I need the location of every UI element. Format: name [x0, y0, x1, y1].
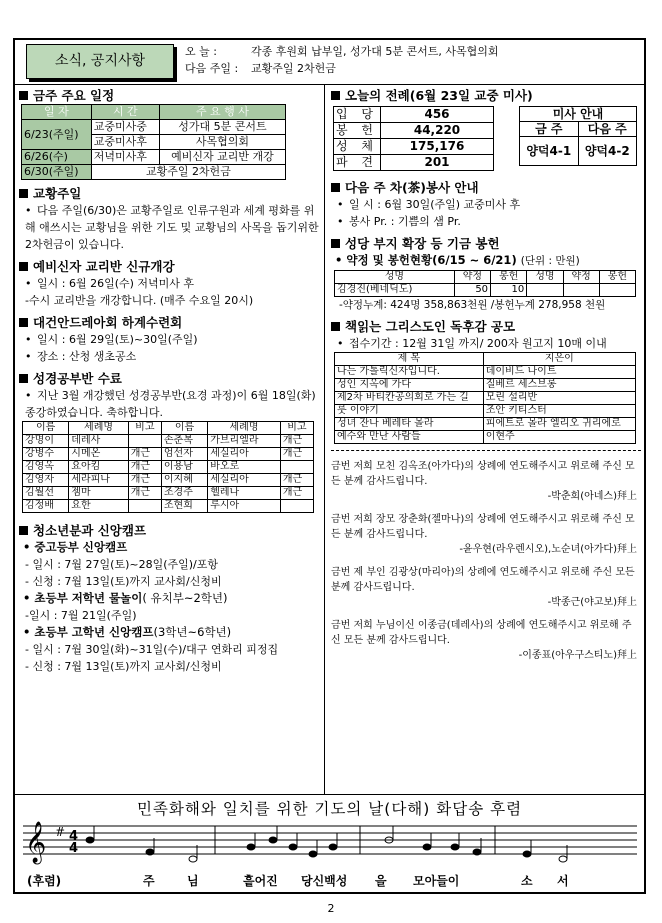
pope-title: 교황주일 — [19, 186, 322, 202]
mass-count-table: 입 당 456 봉 헌 44,220 성 체 175,176 파 견 201 — [333, 106, 494, 171]
schedule-title: 금주 주요 일정 — [19, 88, 322, 104]
schedule-table: 일 자 시 간 주 요 행 사 6/23(주일) 교중미사중 성가대 5분 콘서트 교중미사후 사목협의회 6/26(수) 저녁미사후 예비신자 교리반 개강 6/30(주일) 교황주일 2차헌금 — [21, 104, 286, 180]
condolence-item: 금번 저희 장모 장춘화(젤마나)의 상례에 연도해주시고 위로해 주신 모든 분께 감사드립니다. -윤우현(라우렌시오),노순녀(아가다)拜上 — [331, 514, 637, 555]
square-bullet-icon — [19, 91, 28, 100]
hymn-section: 민족화해와 일치를 위한 기도의 날(다해) 화답송 후렴 𝄞 # 4 4 (후렴) 주 님 흩어진 당신백성 을 모아들이 소 서 — [15, 796, 644, 892]
mass-title: 오늘의 전례(6월 23일 교중 미사) — [331, 88, 641, 104]
condolences — [331, 459, 641, 663]
condolence-item: 금번 제 부인 김광상(마리아)의 상례에 연도해주시고 위로해 주신 모든 분께 감사드립니다. -박종근(야고보)拜上 — [331, 567, 637, 608]
pope-text: • 다음 주일(6/30)은 교황주일로 인류구원과 세계 평화를 위해 애쓰시는 교황님을 위한 기도 및 교황님의 사목을 돕기위한 2차헌금이 있습니다. — [25, 204, 319, 251]
right-column: 오늘의 전례(6월 23일 교중 미사) 입 당 456 봉 헌 44,220 성 체 175,176 파 견 201 미사 안내 금 주 다음 주 양덕4-1 양덕4-2 다음 주 차(茶)봉사 안내 • 일 시 : 6월 30일(주일) 교중미사 후 • 봉사 Pr. : 기쁨의 샘 Pr. 성당 부지 확장 등 기금 봉헌 • 약정 및 봉헌현황(6/15 ~ 6/21) (단위 : 만원) 성명 약정 봉헌 성명 약정 봉헌 김경진(베네딕도) 50 10 -약정누계: 424명 358,863천원 /봉헌누계 278,958 천원 책읽는 그리스도인 독후감 공모 • 접수기간 : 12월 31일 까지/ 200자 원고지 10매 이내 제 목 지은이 나는 가톨릭신자입니다. 데이비드 나이트 성인 지옥에 가다 질베르 세스브롱 제2차 바티칸공의회로 가는 길 모린 설리반 룻 이야기 조안 키티스터 성녀 잔나 베레타 몰라 피에트로 몰라 엘리오 귀리에로 예수와 만난 사람들 이현주 금번 저희 모친 김옥조(아가다)의 상례에 연도해주시고 위로해 주신 모든 분께 감사드립니다. -박춘희(아네스)拜上 금번 저희 장모 장춘화(젤마나)의 상례에 연도해주시고 위로해 주신 모든 분께 감사드립니다. -윤우현(라우렌시오),노순녀(아가다)拜上 금번 제 부인 김광상(마리아)의 상례에 연도해주시고 위로해 주신 모든 분께 감사드립니다. -박종근(야고보)拜上 금번 저희 누님이신 이종금(데레사)의 상례에 연도해주시고 위로해 주신 모든 분께 감사드립니다. -이종표(아우구스티노)拜上 — [331, 85, 641, 671]
book-title: 책읽는 그리스도인 독후감 공모 — [331, 319, 641, 335]
mass-guide-table: 미사 안내 금 주 다음 주 양덕4-1 양덕4-2 — [519, 106, 637, 166]
svg-text:4: 4 — [69, 829, 79, 844]
hymn-title: 민족화해와 일치를 위한 기도의 날(다해) 화답송 후렴 — [136, 800, 523, 818]
notice-today: 각종 후원회 납부일, 성가대 5분 콘서트, 사목협의회 — [251, 45, 499, 58]
page-number: 2 — [327, 902, 335, 915]
condolence-item: 금번 저희 누님이신 이종금(데레사)의 상례에 연도해주시고 위로해 주신 모든 분께 감사드립니다. -이종표(아우구스티노)拜上 — [331, 620, 637, 661]
news-badge: 소식, 공지사항 — [26, 44, 174, 79]
book-table: 제 목 지은이 나는 가톨릭신자입니다. 데이비드 나이트 성인 지옥에 가다 질베르 세스브롱 제2차 바티칸공의회로 가는 길 모린 설리반 룻 이야기 조안 키티스터 성녀 잔나 베레타 몰라 피에트로 몰라 엘리오 귀리에로 예수와 만난 사람들 이현주 — [334, 352, 636, 444]
fund-title: 성당 부지 확장 등 기금 봉헌 — [331, 236, 641, 252]
retreat-title: 대건안드레아회 하계수련회 — [19, 315, 322, 331]
svg-text:4: 4 — [69, 841, 79, 856]
condolence-item: 금번 저희 모친 김옥조(아가다)의 상례에 연도해주시고 위로해 주신 모든 분께 감사드립니다. -박춘희(아네스)拜上 — [331, 461, 637, 502]
notice-header — [15, 40, 644, 85]
svg-text:𝄞: 𝄞 — [25, 822, 47, 863]
hymn-label: (후렴) — [27, 874, 62, 888]
notice-lines — [185, 43, 499, 77]
left-column: 금주 주요 일정 일 자 시 간 주 요 행 사 6/23(주일) 교중미사중 성가대 5분 콘서트 교중미사후 사목협의회 6/26(수) 저녁미사후 예비신자 교리반 개강 6/30(주일) 교황주일 2차헌금 교황주일 • 다음 주일(6/30)은 교황주일로 인류구원과 세계 평화를 위해 애쓰시는 교황님을 위한 기도 및 교황님의 사목을 돕기위한 2차헌금이 있습니다. 예비신자 교리반 신규개강 • 일시 : 6월 26일(수) 저녁미사 후 -수시 교리반을 개강합니다. (매주 수요일 20시) 대건안드레아회 하계수련회 • 일시 : 6월 29일(토)~30일(주일) • 장소 : 산청 생초공소 성경공부반 수료 • 지난 3월 개강했던 성경공부반(요경 과정)이 6월 18일(화) 종강하였습니다. 축하합니다. 이름 세례명 비고 이름 세례명 비고 강명이 데레사 손춘복 가브리엘라 개근 강병수 시메온 개근 엄선자 세실리아 개근 김영옥 요아킴 개근 이용남 바오로 김영자 세라피나 개근 이지혜 세실리아 개근 김월선 젬마 개근 조경주 헬레나 개근 김정배 요한 조현희 루시아 청소년분과 신앙캠프 • 중고등부 신앙캠프 - 일시 : 7월 27일(토)~28일(주일)/포항 - 신청 : 7월 13일(토)까지 교사회/신청비 • 초등부 저학년 물놀이( 유치부~2학년) -일시 : 7월 21일(주일) • 초등부 고학년 신앙캠프(3학년~6학년) - 일시 : 7월 30일(화)~31일(수)/대구 연화리 피정집 - 신청 : 7월 13일(토)까지 교사회/신청비 — [19, 85, 322, 675]
notice-today-key: 오 늘 : — [185, 45, 217, 58]
notice-next-key: 다음 주일 : — [185, 62, 239, 75]
fund-table: 성명 약정 봉헌 성명 약정 봉헌 김경진(베네딕도) 50 10 — [334, 270, 636, 297]
dashed-divider — [331, 450, 641, 451]
bible-table: 이름 세례명 비고 이름 세례명 비고 강명이 데레사 손춘복 가브리엘라 개근 강병수 시메온 개근 엄선자 세실리아 개근 김영옥 요아킴 개근 이용남 바오로 김영자 세라피나 개근 이지혜 세실리아 개근 김월선 젬마 개근 조경주 헬레나 개근 김정배 요한 조현희 루시아 — [22, 421, 314, 513]
column-divider — [324, 84, 325, 794]
bulletin-page — [13, 38, 646, 894]
youth-title: 청소년분과 신앙캠프 — [19, 523, 322, 539]
tea-title: 다음 주 차(茶)봉사 안내 — [331, 180, 641, 196]
notice-next: 교황주일 2차헌금 — [251, 62, 336, 75]
catechumen-title: 예비신자 교리반 신규개강 — [19, 259, 322, 275]
bible-title: 성경공부반 수료 — [19, 371, 322, 387]
section-divider — [15, 794, 644, 795]
svg-text:#: # — [55, 825, 66, 839]
